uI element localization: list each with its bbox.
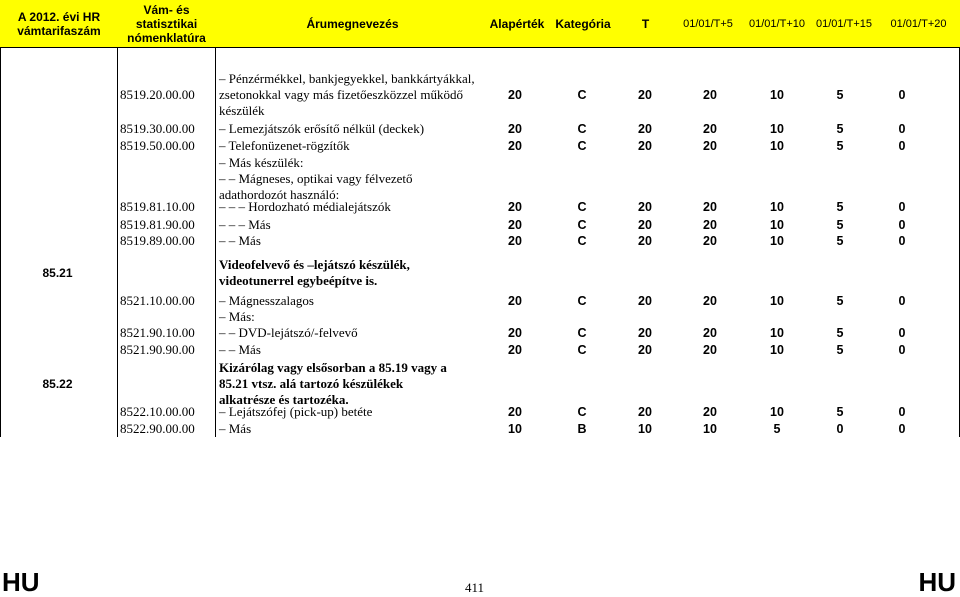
value-t5: 20 [703, 88, 717, 102]
cn-code: 8522.90.00.00 [120, 421, 195, 436]
value-base: 20 [508, 343, 522, 357]
heading-description: Videofelvevő és –lejátszó készülék, videotunerrel egybeépítve is. [219, 257, 410, 288]
value-t10: 10 [770, 218, 784, 232]
value-t10: 5 [773, 422, 781, 436]
value-t20: 0 [898, 405, 906, 419]
value-t15: 5 [836, 326, 844, 340]
value-category: C [577, 326, 587, 340]
value-category: B [577, 422, 587, 436]
value-t20: 0 [898, 294, 906, 308]
value-base: 20 [508, 139, 522, 153]
value-t20: 0 [898, 234, 906, 248]
value-t5: 20 [703, 122, 717, 136]
value-t: 20 [638, 139, 652, 153]
value-base: 20 [508, 294, 522, 308]
description: – – – Hordozható médialejátszók [219, 199, 391, 214]
table-row [0, 138, 960, 154]
value-category: C [577, 234, 587, 248]
description: – – Más [219, 233, 261, 248]
footer-country-code-left: HU [2, 567, 40, 597]
description: – Mágnesszalagos [219, 293, 314, 308]
value-base: 20 [508, 326, 522, 340]
description: – Más: [219, 309, 255, 324]
header-t15: 01/01/T+15 [816, 17, 872, 30]
cn-code: 8519.50.00.00 [120, 138, 195, 153]
value-t: 20 [638, 294, 652, 308]
value-t20: 0 [898, 139, 906, 153]
cn-code: 8519.20.00.00 [120, 87, 195, 102]
header-hs-code: A 2012. évi HR vámtarifaszám [17, 9, 101, 38]
value-t15: 5 [836, 218, 844, 232]
value-t15: 5 [836, 200, 844, 214]
value-t10: 10 [770, 326, 784, 340]
value-base: 10 [508, 422, 522, 436]
hs-heading-code: 85.21 [42, 266, 73, 280]
table-row [0, 404, 960, 420]
value-t5: 20 [703, 200, 717, 214]
value-t20: 0 [898, 326, 906, 340]
table-row [0, 360, 960, 408]
value-t10: 10 [770, 88, 784, 102]
value-t10: 10 [770, 234, 784, 248]
description: – – – Más [219, 217, 271, 232]
description: – Más [219, 421, 252, 436]
description: – – Mágneses, optikai vagy félvezető adathordozót használó: [219, 171, 413, 202]
value-t15: 5 [836, 234, 844, 248]
description: – Telefonüzenet-rögzítők [219, 138, 350, 153]
value-t: 20 [638, 88, 652, 102]
cn-code: 8519.81.10.00 [120, 199, 195, 214]
value-t: 20 [638, 234, 652, 248]
table-row [0, 293, 960, 309]
header-t5: 01/01/T+5 [683, 17, 733, 30]
table-row [0, 71, 960, 119]
value-t20: 0 [898, 88, 906, 102]
header-t10: 01/01/T+10 [749, 17, 805, 30]
header-base-rate: Alapérték [489, 16, 545, 31]
table-header [0, 0, 960, 48]
value-category: C [577, 122, 587, 136]
header-t: T [641, 16, 650, 31]
table-row [0, 155, 960, 171]
cn-code: 8522.10.00.00 [120, 404, 195, 419]
header-cn-code: Vám- és statisztikai nómenklatúra [127, 2, 206, 45]
footer-country-code-right: HU [918, 567, 956, 597]
value-t15: 5 [836, 294, 844, 308]
value-category: C [577, 218, 587, 232]
table-row [0, 257, 960, 289]
value-t5: 20 [703, 139, 717, 153]
value-category: C [577, 139, 587, 153]
value-base: 20 [508, 88, 522, 102]
table-row [0, 217, 960, 233]
table-row [0, 121, 960, 137]
header-description: Árumegnevezés [306, 16, 399, 31]
value-t: 20 [638, 122, 652, 136]
value-t: 10 [638, 422, 652, 436]
table-body [0, 47, 960, 437]
cn-code: 8521.90.90.00 [120, 342, 195, 357]
value-t20: 0 [898, 343, 906, 357]
description: – – Más [219, 342, 261, 357]
cn-code: 8519.30.00.00 [120, 121, 195, 136]
value-t15: 5 [836, 139, 844, 153]
value-t20: 0 [898, 200, 906, 214]
cn-code: 8521.90.10.00 [120, 325, 195, 340]
value-category: C [577, 88, 587, 102]
value-t: 20 [638, 218, 652, 232]
value-t5: 20 [703, 294, 717, 308]
value-base: 20 [508, 405, 522, 419]
table-row [0, 199, 960, 215]
value-t15: 5 [836, 343, 844, 357]
table-row [0, 421, 960, 437]
heading-description: Kizárólag vagy elsősorban a 85.19 vagy a 85.21 vtsz. alá tartozó készülékek alkatrésze és tartozéka. [219, 360, 447, 407]
value-category: C [577, 200, 587, 214]
value-t15: 0 [836, 422, 844, 436]
description: – – DVD-lejátszó/-felvevő [219, 325, 358, 340]
value-t: 20 [638, 200, 652, 214]
value-t10: 10 [770, 405, 784, 419]
value-t5: 20 [703, 218, 717, 232]
cn-code: 8521.10.00.00 [120, 293, 195, 308]
value-base: 20 [508, 218, 522, 232]
value-base: 20 [508, 200, 522, 214]
header-category: Kategória [555, 16, 611, 31]
description: – Lejátszófej (pick-up) betéte [219, 404, 373, 419]
page-number: 411 [465, 580, 485, 595]
value-t20: 0 [898, 122, 906, 136]
value-t5: 20 [703, 234, 717, 248]
value-base: 20 [508, 234, 522, 248]
value-t10: 10 [770, 122, 784, 136]
cn-code: 8519.81.90.00 [120, 217, 195, 232]
value-category: C [577, 294, 587, 308]
table-row [0, 325, 960, 341]
description: – Más készülék: [219, 155, 304, 170]
value-t5: 20 [703, 405, 717, 419]
value-t10: 10 [770, 200, 784, 214]
value-base: 20 [508, 122, 522, 136]
value-t15: 5 [836, 405, 844, 419]
value-t20: 0 [898, 218, 906, 232]
value-t: 20 [638, 343, 652, 357]
value-t: 20 [638, 326, 652, 340]
value-t: 20 [638, 405, 652, 419]
value-t15: 5 [836, 88, 844, 102]
value-t15: 5 [836, 122, 844, 136]
value-t5: 20 [703, 326, 717, 340]
value-t10: 10 [770, 294, 784, 308]
value-t10: 10 [770, 139, 784, 153]
value-t10: 10 [770, 343, 784, 357]
table-row [0, 233, 960, 249]
header-t20: 01/01/T+20 [890, 17, 947, 30]
value-t5: 20 [703, 343, 717, 357]
description: – Pénzérmékkel, bankjegyekkel, bankkártyákkal, zsetonokkal vagy más fizetőeszközzel működő készülék [219, 71, 475, 118]
table-row [0, 342, 960, 358]
description: – Lemezjátszók erősítő nélkül (deckek) [219, 121, 425, 136]
value-category: C [577, 343, 587, 357]
hs-heading-code: 85.22 [42, 377, 73, 391]
table-row [0, 309, 960, 325]
value-t20: 0 [898, 422, 906, 436]
value-t5: 10 [703, 422, 717, 436]
cn-code: 8519.89.00.00 [120, 233, 195, 248]
value-category: C [577, 405, 587, 419]
